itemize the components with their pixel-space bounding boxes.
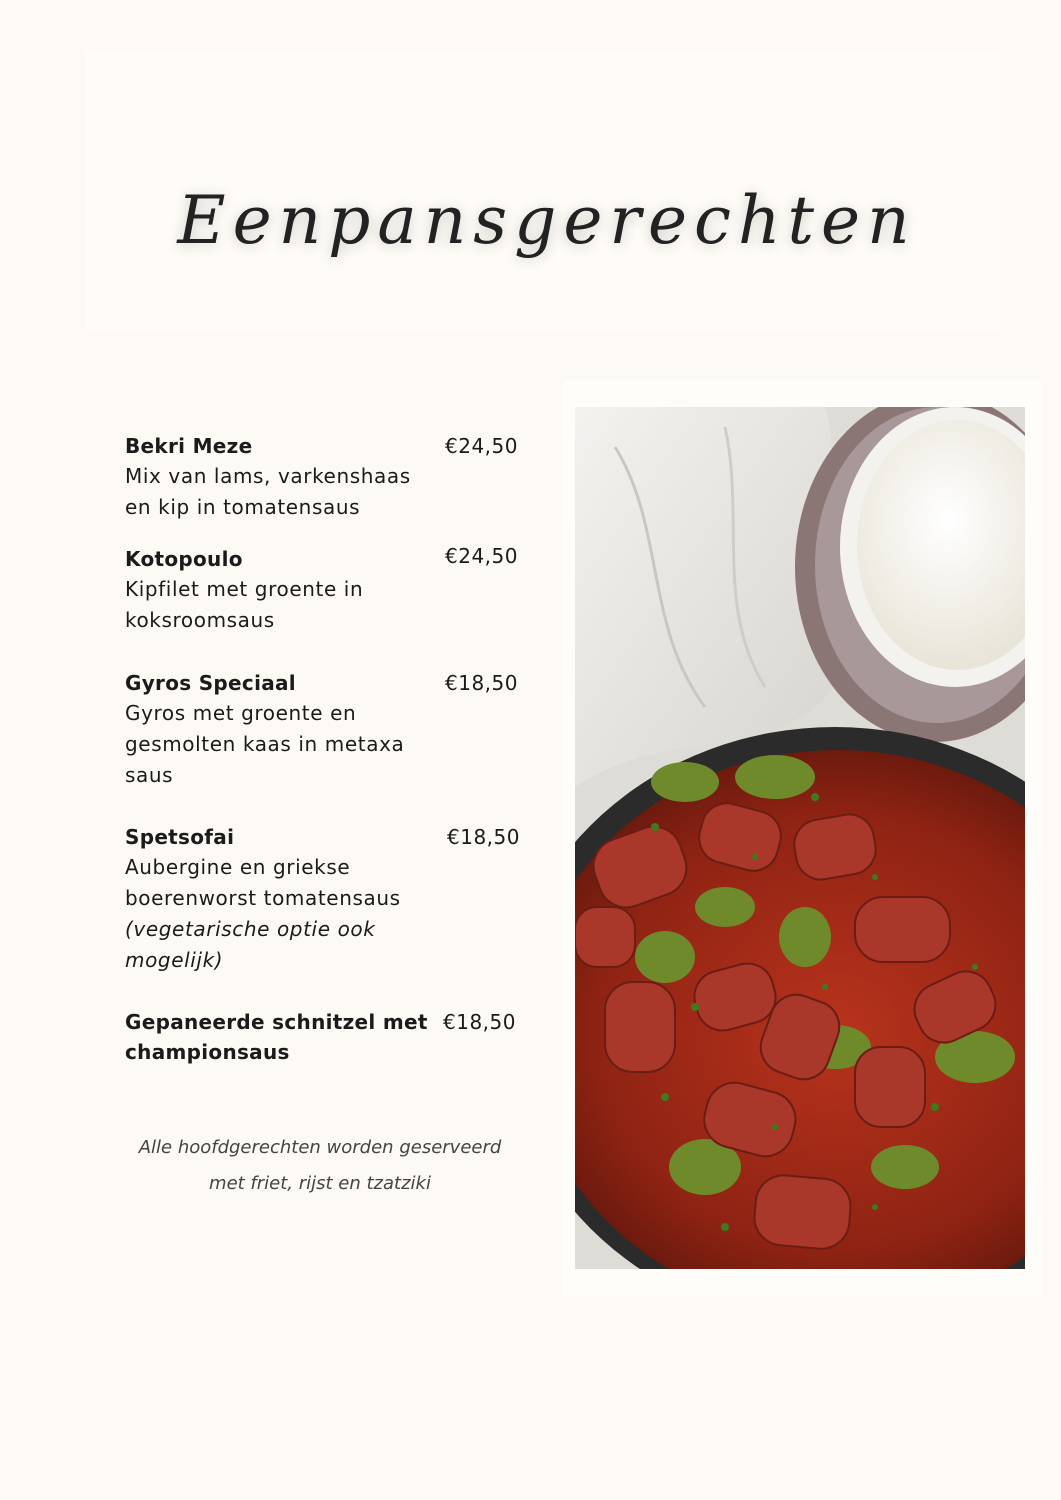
menu-item-gepaneerde-schnitzel	[125, 1007, 535, 1067]
item-description-line: Kipfilet met groente in	[125, 577, 364, 601]
item-price: €18,50	[445, 671, 518, 695]
menu-item-spetsofai	[125, 822, 535, 976]
item-note-line: (vegetarische optie ook	[125, 917, 376, 941]
footnote	[110, 1130, 530, 1202]
item-description-line: boerenworst tomatensaus	[125, 886, 401, 910]
item-description-line: koksroomsaus	[125, 608, 275, 632]
item-description-line: gesmolten kaas in metaxa	[125, 732, 405, 756]
item-price: €18,50	[447, 825, 520, 849]
item-description-line: saus	[125, 763, 174, 787]
item-name: Kotopoulo	[125, 547, 243, 571]
item-note-line: mogelijk)	[125, 948, 224, 972]
item-description-line: Gyros met groente en	[125, 701, 357, 725]
menu-item-bekri-meze	[125, 431, 535, 523]
footnote-line: met friet, rijst en tzatziki	[209, 1173, 431, 1194]
stew-pan-photo	[575, 407, 1025, 1269]
title-card	[86, 50, 1000, 330]
item-price: €18,50	[443, 1010, 516, 1034]
item-name: Spetsofai	[125, 825, 235, 849]
item-description-line: Mix van lams, varkenshaas	[125, 464, 411, 488]
item-description-line: Aubergine en griekse	[125, 855, 351, 879]
item-name-line: Gepaneerde schnitzel met	[125, 1010, 428, 1034]
page-title: Eenpansgerechten	[177, 182, 917, 259]
menu-item-kotopoulo	[125, 544, 535, 636]
stew-illustration	[575, 407, 1025, 1269]
item-description-line: en kip in tomatensaus	[125, 495, 361, 519]
footnote-line: Alle hoofdgerechten worden geserveerd	[138, 1137, 502, 1158]
item-name: Gyros Speciaal	[125, 671, 296, 695]
item-name-line: championsaus	[125, 1040, 290, 1064]
item-name: Bekri Meze	[125, 434, 253, 458]
item-price: €24,50	[445, 544, 518, 568]
item-price: €24,50	[445, 434, 518, 458]
menu-item-gyros-speciaal	[125, 668, 535, 791]
